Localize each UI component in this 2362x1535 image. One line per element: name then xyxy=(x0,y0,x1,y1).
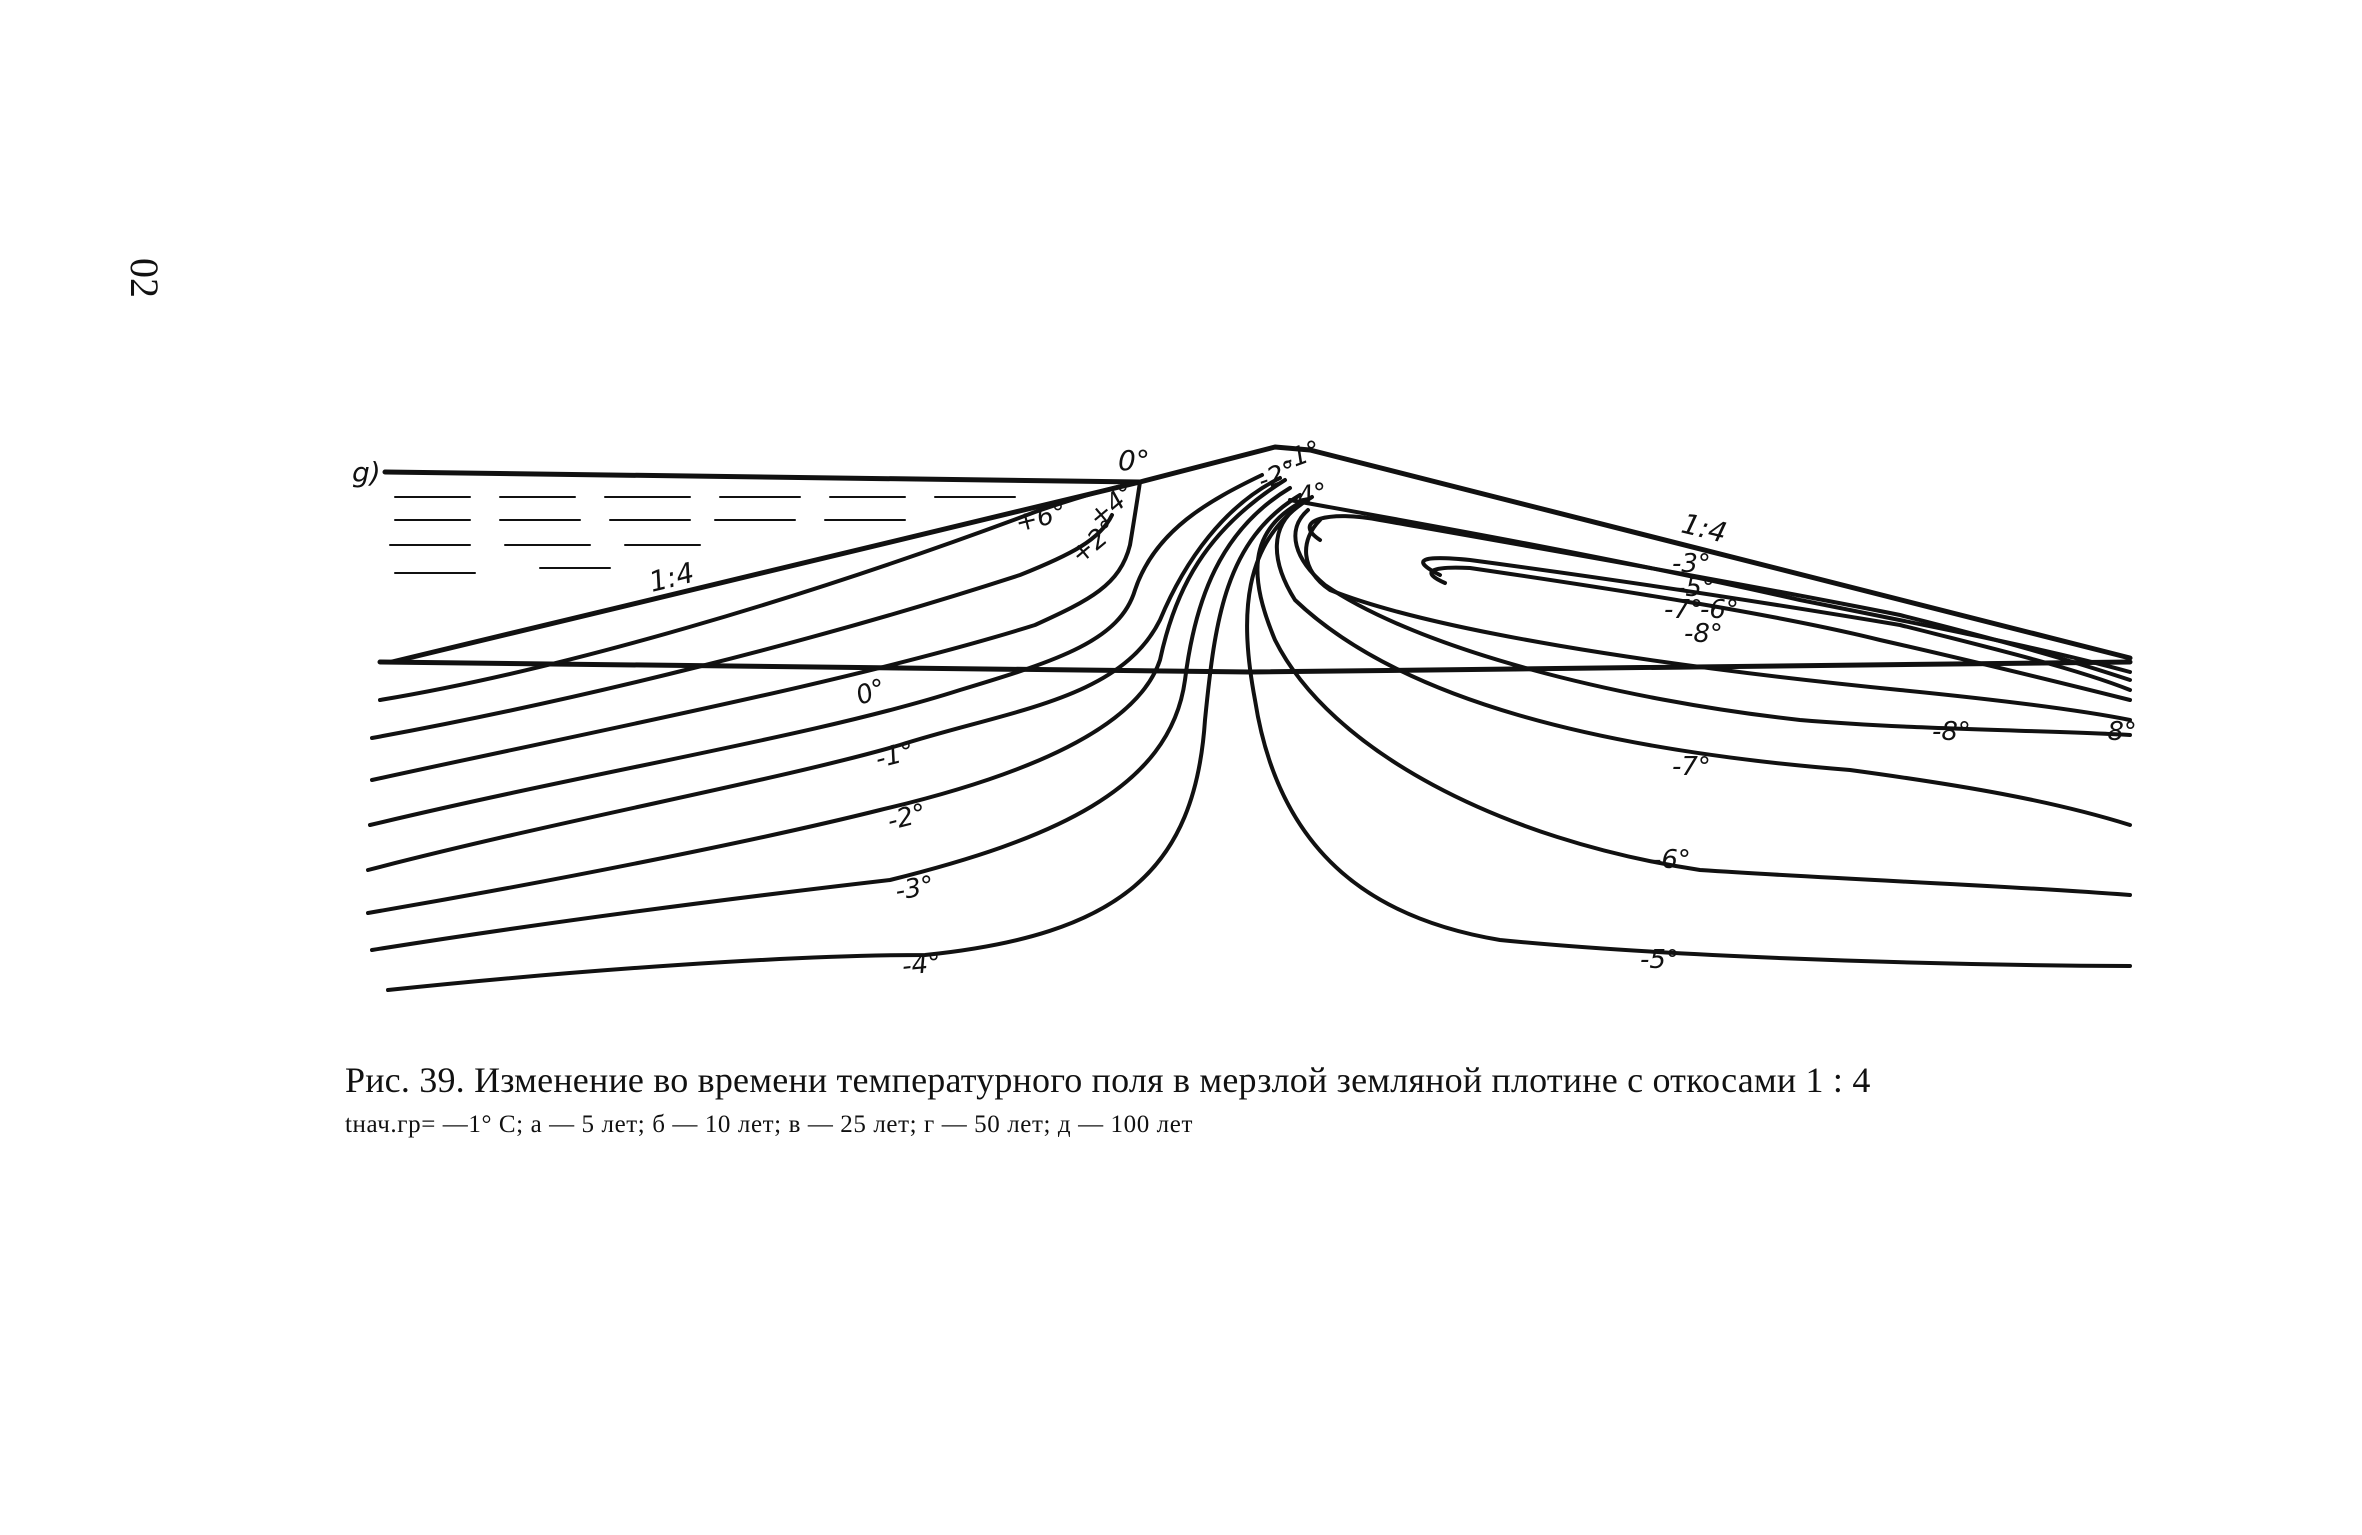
isotherm-label: -2° xyxy=(1254,455,1301,497)
isotherm-label: +2° xyxy=(1065,514,1124,571)
isotherm-label: -4° xyxy=(1286,477,1330,514)
slope-ratio-downstream: 1:4 xyxy=(1678,506,1731,550)
panel-letter: g) xyxy=(352,456,381,489)
isotherm-label: 0° xyxy=(852,673,891,712)
isotherm-label: -5° xyxy=(1676,573,1715,603)
caption-title: Рис. 39. Изменение во времени температурного поля в мерзлой земляной плотине с откосами 1 : 4 xyxy=(345,1060,1871,1100)
isotherm-label: -8° xyxy=(2098,717,2137,747)
isotherm-label: +6° xyxy=(1012,497,1070,539)
isotherm-label: -3° xyxy=(1672,549,1711,579)
isotherm-label: -1° xyxy=(1278,435,1325,477)
isotherm-label: +4° xyxy=(1083,477,1142,534)
water-surface-line xyxy=(385,472,1140,482)
isotherm-label: -7° xyxy=(1664,595,1703,625)
isotherm-label: -8° xyxy=(1932,717,1971,747)
slope-ratio-upstream: 1:4 xyxy=(645,555,698,599)
isotherm-label: -7° xyxy=(1672,752,1711,782)
page-number: 02 xyxy=(122,258,167,298)
left-isotherms xyxy=(368,475,1300,990)
isotherm-label: -3° xyxy=(893,870,937,907)
isotherm-plus4 xyxy=(372,515,1112,738)
isotherm-label: -1° xyxy=(872,736,918,775)
isotherm-label: -6° xyxy=(1652,845,1691,875)
isotherm-label: -5° xyxy=(1640,945,1679,975)
isotherm-zero xyxy=(370,475,1262,825)
isotherm-label: -8° xyxy=(1684,619,1723,649)
isotherm-label: -2° xyxy=(884,798,930,837)
figure-caption xyxy=(345,1058,2045,1142)
diagram-labels xyxy=(352,435,2137,982)
foundation-line xyxy=(380,662,2130,672)
isotherm-label: -4° xyxy=(900,948,943,982)
caption-legend: tнач.гр= —1° С; а — 5 лет; б — 10 лет; в — 25 лет; г — 50 лет; д — 100 лет xyxy=(345,1111,1193,1138)
isotherm-label: 0° xyxy=(1118,444,1150,477)
isotherm-label: -6° xyxy=(1700,595,1739,625)
